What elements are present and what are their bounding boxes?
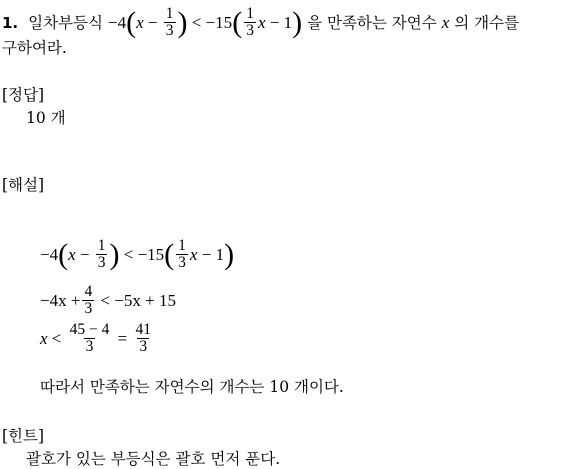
problem-var-x: x [441, 12, 450, 32]
solution-step-2: −4x + $\frac{4}{3}$ < −5x + 15 [40, 283, 176, 317]
hint-text: 괄호가 있는 부등식은 괄호 먼저 푼다. [26, 450, 281, 468]
solution-heading: [해설] [2, 176, 45, 194]
problem-number: 1. [2, 13, 19, 32]
answer-value: 10 개 [26, 109, 66, 127]
problem-line-2: 구하여라. [2, 39, 67, 57]
problem-text-c: 의 개수를 [454, 13, 520, 32]
problem-text-a: 일차부등식 [28, 13, 104, 32]
problem-text-b: 을 만족하는 자연수 [307, 13, 437, 32]
solution-conclusion: 따라서 만족하는 자연수의 개수는 10 개이다. [40, 378, 344, 396]
hint-heading: [힌트] [2, 427, 45, 445]
solution-step-1: −4 ( x − $\frac{1}{3}$ ) < −15 ( $\frac{1}{3}$ x − 1 ) [40, 237, 235, 271]
problem-line-1 [2, 6, 519, 39]
answer-heading: [정답] [2, 86, 45, 104]
solution-step-3: x < $\frac{45 - 4}{3}$ = $\frac{41}{3}$ [40, 321, 151, 355]
problem-inequality: −4 ( x − $\frac{1}{3}$ ) < −15 ( $\frac{1}{3}$ x − 1 ) [108, 5, 303, 39]
